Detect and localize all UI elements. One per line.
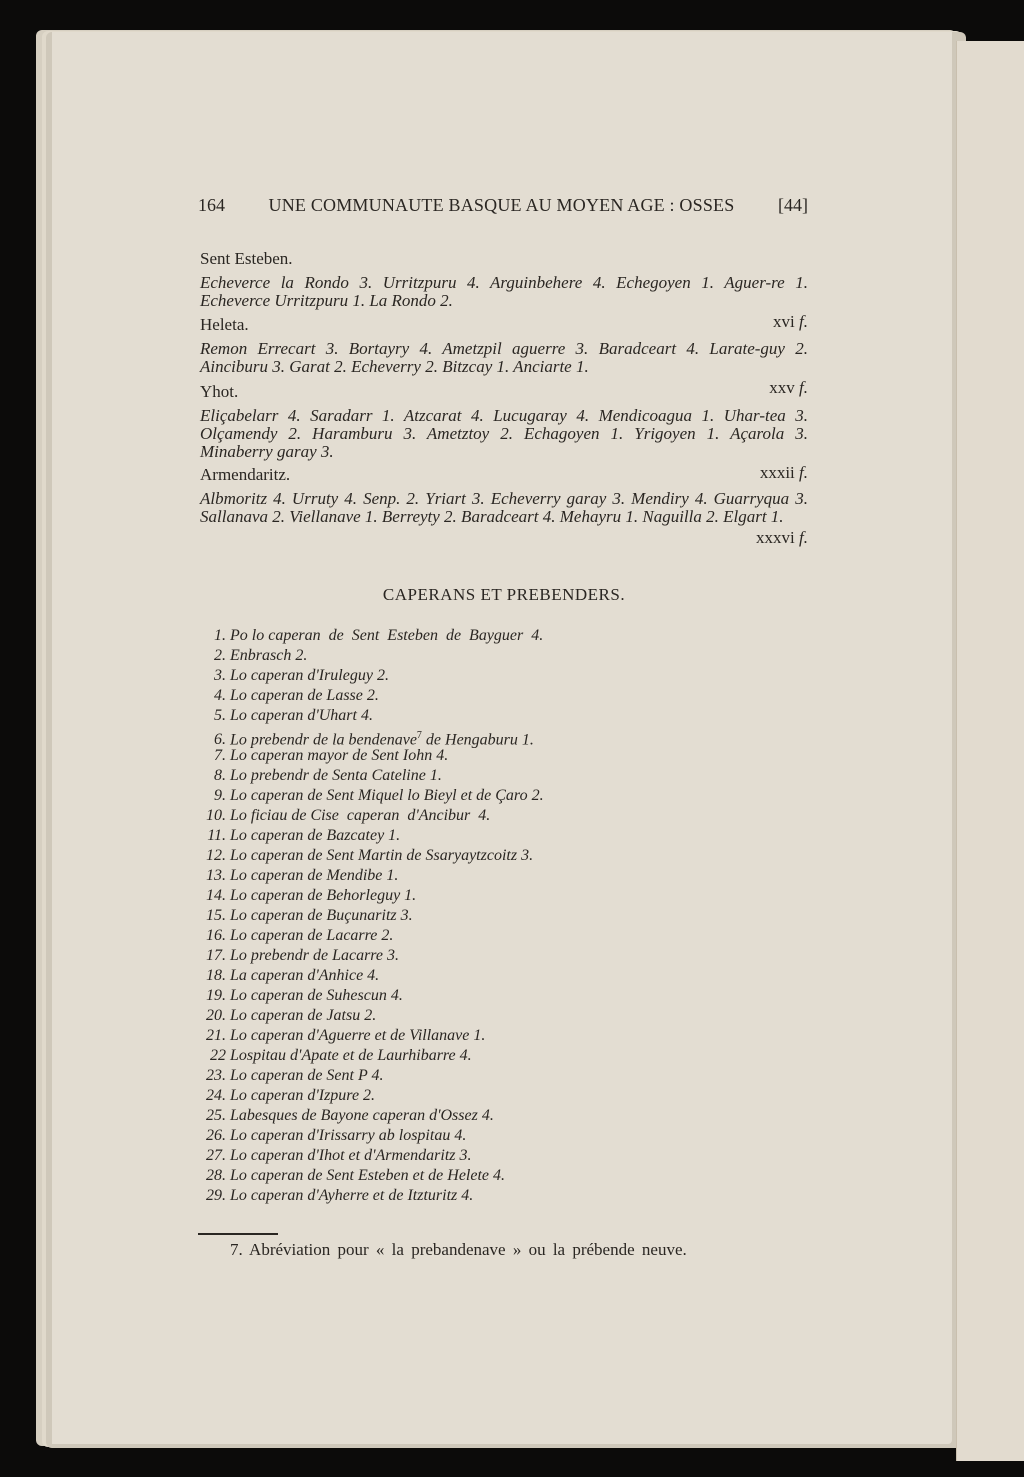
- list-item: [200, 1086, 660, 1106]
- item-text: Enbrasch 2.: [230, 647, 308, 664]
- item-number: 4.: [214, 687, 226, 704]
- item-text: Lo caperan de Sent Martin de Ssaryaytzcoitz 3.: [230, 847, 534, 864]
- list-item: [200, 966, 660, 986]
- item-text: Lo caperan de Sent Esteben et de Helete 4.: [230, 1167, 506, 1184]
- footnote: 7. Abréviation pour « la prebandenave » ou la prébende neuve.: [230, 1240, 687, 1259]
- item-text: Lo ficiau de Cise caperan d'Ancibur 4.: [230, 807, 491, 824]
- list-item: [200, 1126, 660, 1146]
- facing-page-edge: [956, 41, 1024, 1461]
- item-text: Lo prebendr de Lacarre 3.: [230, 947, 400, 964]
- item-text: Lo caperan mayor de Sent Iohn 4.: [230, 747, 449, 764]
- item-text: Lo caperan de Sent P 4.: [230, 1067, 384, 1084]
- item-number: 20.: [206, 1007, 226, 1024]
- list-item: [200, 706, 660, 726]
- folio-ref: xvi f.: [773, 312, 808, 331]
- list-item: [200, 826, 660, 846]
- item-number: 9.: [214, 787, 226, 804]
- item-text: Lo caperan de Lacarre 2.: [230, 927, 394, 944]
- folio-ref: xxxii f.: [759, 463, 808, 482]
- item-number: 24.: [206, 1087, 226, 1104]
- folio-ref: xxxvi f.: [756, 528, 808, 547]
- list-item: [200, 1106, 660, 1126]
- list-item: [200, 626, 660, 646]
- list-item: [200, 1146, 660, 1166]
- item-text: Lo prebendr de Senta Cateline 1.: [230, 767, 442, 784]
- item-text: Lo caperan d'Uhart 4.: [230, 707, 373, 724]
- list-item: [200, 906, 660, 926]
- item-number: 7.: [214, 747, 226, 764]
- item-text: Lo caperan de Jatsu 2.: [230, 1007, 377, 1024]
- list-item: [200, 846, 660, 866]
- item-number: 5.: [214, 707, 226, 724]
- list-item: [200, 1026, 660, 1046]
- item-number: 1.: [214, 627, 226, 644]
- item-text: Lo caperan de Lasse 2.: [230, 687, 379, 704]
- section-armendaritz: [200, 463, 808, 547]
- caperans-list: [200, 626, 660, 1206]
- item-text: Lo caperan de Suhescun 4.: [230, 987, 403, 1004]
- list-item: [200, 1046, 660, 1066]
- list-item: [200, 866, 660, 886]
- item-number: 28.: [206, 1167, 226, 1184]
- list-item: [200, 1166, 660, 1186]
- list-item: [200, 926, 660, 946]
- item-text: Lo caperan d'Ihot et d'Armendaritz 3.: [230, 1147, 472, 1164]
- place-heading: Sent Esteben.: [200, 249, 293, 268]
- item-text: La caperan d'Anhice 4.: [230, 967, 380, 984]
- bracket-number: [44]: [778, 195, 808, 215]
- item-number: 10.: [206, 807, 226, 824]
- item-text: Lo caperan de Sent Miquel lo Bieyl et de Çaro 2.: [230, 787, 544, 804]
- item-number: 25.: [206, 1107, 226, 1124]
- folio-ref: xxv f.: [769, 378, 808, 397]
- item-number: 18.: [206, 967, 226, 984]
- item-number: 11.: [207, 827, 226, 844]
- list-item: [200, 686, 660, 706]
- item-number: 13.: [206, 867, 226, 884]
- item-number: 16.: [206, 927, 226, 944]
- house-list: Albmoritz 4. Urruty 4. Senp. 2. Yriart 3. Echeverry garay 3. Mendiry 4. Guarryqua 3. Sallanava 2. Viellanave 1. Berreyty 2. Baradceart 4. Mehayru 1. Naguilla 2. Elgart 1.: [200, 489, 808, 526]
- running-header: [198, 195, 808, 216]
- item-number: 19.: [206, 987, 226, 1004]
- list-item: [200, 646, 660, 666]
- item-number: 14.: [206, 887, 226, 904]
- item-text: Lo caperan de Buçunaritz 3.: [230, 907, 413, 924]
- list-item: [200, 786, 660, 806]
- item-text: Lo caperan de Mendibe 1.: [230, 867, 399, 884]
- item-text: Lo caperan d'Izpure 2.: [230, 1087, 376, 1104]
- item-number: 26.: [206, 1127, 226, 1144]
- footnote-rule: [198, 1233, 278, 1235]
- house-list: Remon Errecart 3. Bortayry 4. Ametzpil aguerre 3. Baradceart 4. Larate-guy 2. Ainciburu 3. Garat 2. Echeverry 2. Bitzcay 1. Anciarte 1.: [200, 339, 808, 376]
- item-text: Lo caperan d'Ayherre et de Itzturitz 4.: [230, 1187, 474, 1204]
- list-item: [200, 726, 660, 749]
- item-number: 27.: [206, 1147, 226, 1164]
- item-number: 29.: [206, 1187, 226, 1204]
- list-item: [200, 1006, 660, 1026]
- item-text: Lospitau d'Apate et de Laurhibarre 4.: [230, 1047, 472, 1064]
- item-text: Lo caperan d'Iruleguy 2.: [230, 667, 389, 684]
- house-list: Eliçabelarr 4. Saradarr 1. Atzcarat 4. Lucugaray 4. Mendicoagua 1. Uhar-tea 3. Olçamendy 2. Haramburu 3. Ametztoy 2. Echagoyen 1. Yrigoyen 1. Açarola 3. Minaberry garay 3.: [200, 406, 808, 461]
- item-text: Lo caperan d'Irissarry ab lospitau 4.: [230, 1127, 467, 1144]
- list-item: [200, 666, 660, 686]
- list-item: [200, 986, 660, 1006]
- page-number: 164: [198, 195, 225, 215]
- list-item: [200, 886, 660, 906]
- place-heading: Heleta.: [200, 315, 249, 334]
- item-number: 22: [210, 1047, 226, 1064]
- item-text: Lo caperan de Bazcatey 1.: [230, 827, 401, 844]
- list-item: [200, 806, 660, 826]
- item-number: 23.: [206, 1067, 226, 1084]
- list-item: [200, 946, 660, 966]
- item-number: 2.: [214, 647, 226, 664]
- item-text-continued: de Hengaburu 1.: [421, 731, 534, 749]
- place-heading: Armendaritz.: [200, 465, 291, 484]
- item-text: Po lo caperan de Sent Esteben de Bayguer 4.: [230, 627, 544, 644]
- list-item: [200, 766, 660, 786]
- item-text: Labesques de Bayone caperan d'Ossez 4.: [230, 1107, 494, 1124]
- item-text: Lo caperan d'Aguerre et de Villanave 1.: [230, 1027, 486, 1044]
- place-heading: Yhot.: [200, 382, 239, 401]
- item-text: Lo prebendr de la bendenave: [230, 731, 417, 749]
- item-number: 6.: [214, 731, 226, 749]
- house-list: Echeverce la Rondo 3. Urritzpuru 4. Arguinbehere 4. Echegoyen 1. Aguer-re 1. Echeverce Urritzpuru 1. La Rondo 2.: [200, 273, 808, 310]
- item-number: 3.: [214, 667, 226, 684]
- running-title: UNE COMMUNAUTE BASQUE AU MOYEN AGE : OSSES: [268, 195, 735, 215]
- item-number: 15.: [206, 907, 226, 924]
- footnote-marker: 7: [416, 730, 422, 741]
- list-item: [200, 1066, 660, 1086]
- list-item: [200, 746, 660, 766]
- item-number: 21.: [206, 1027, 226, 1044]
- item-text: Lo caperan de Behorleguy 1.: [230, 887, 417, 904]
- list-title: CAPERANS ET PREBENDERS.: [382, 585, 626, 604]
- list-item: [200, 1186, 660, 1206]
- item-number: 8.: [214, 767, 226, 784]
- item-number: 17.: [206, 947, 226, 964]
- item-number: 12.: [206, 847, 226, 864]
